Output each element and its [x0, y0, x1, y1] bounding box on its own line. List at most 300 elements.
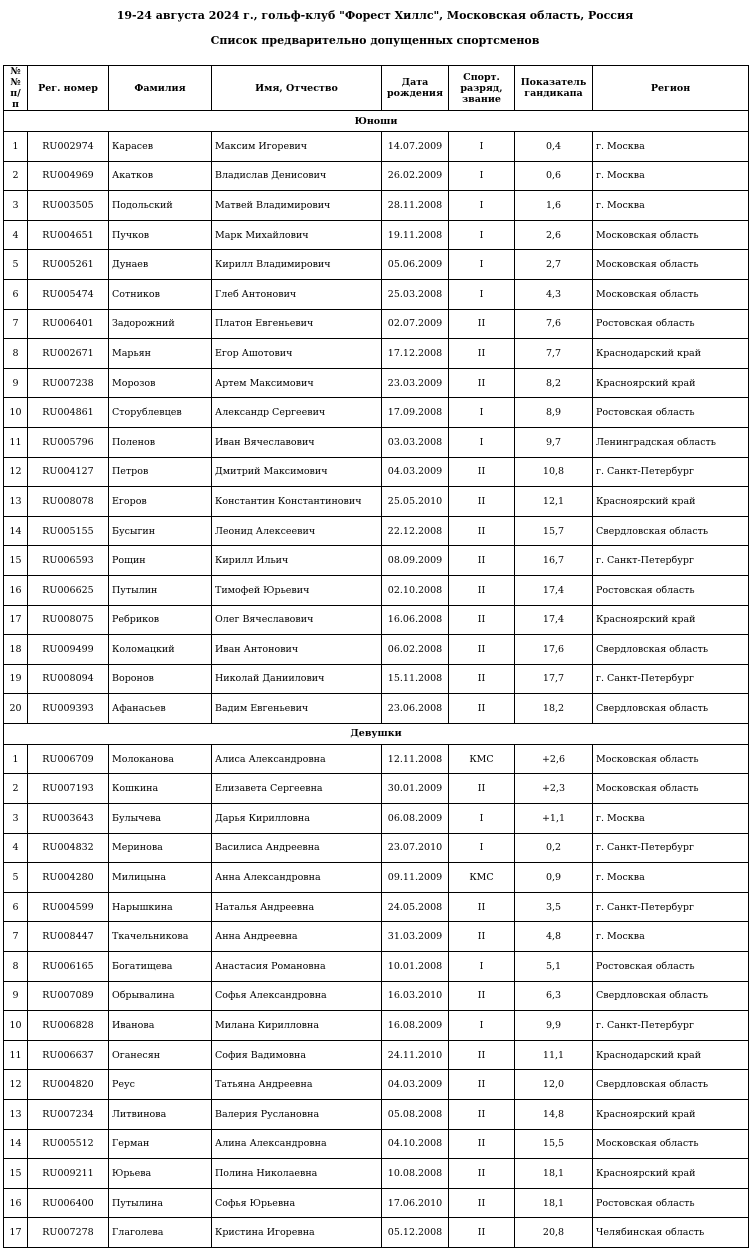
cell-sport-rank: I — [449, 427, 515, 457]
cell-surname: Сотников — [109, 279, 212, 309]
cell-surname: Петров — [109, 457, 212, 487]
cell-name: Артем Максимович — [212, 368, 382, 398]
cell-sport-rank: II — [449, 1188, 515, 1218]
cell-number: 5 — [4, 863, 28, 893]
cell-birth-date: 12.11.2008 — [382, 744, 449, 774]
cell-region: Ростовская область — [593, 575, 749, 605]
cell-region: г. Москва — [593, 161, 749, 191]
table-row — [4, 487, 749, 517]
cell-region: Московская область — [593, 220, 749, 250]
cell-surname: Путылин — [109, 575, 212, 605]
cell-surname: Поленов — [109, 427, 212, 457]
table-row — [4, 516, 749, 546]
cell-handicap: 8,2 — [515, 368, 593, 398]
cell-name: Марк Михайлович — [212, 220, 382, 250]
cell-sport-rank: II — [449, 922, 515, 952]
cell-birth-date: 10.01.2008 — [382, 952, 449, 982]
cell-sport-rank: II — [449, 981, 515, 1011]
cell-name: Олег Вячеславович — [212, 605, 382, 635]
cell-reg-number: RU006709 — [28, 744, 109, 774]
cell-surname: Кошкина — [109, 774, 212, 804]
cell-sport-rank: I — [449, 191, 515, 221]
cell-region: Ростовская область — [593, 398, 749, 428]
cell-reg-number: RU008094 — [28, 664, 109, 694]
cell-birth-date: 25.05.2010 — [382, 487, 449, 517]
cell-name: София Вадимовна — [212, 1040, 382, 1070]
cell-birth-date: 22.12.2008 — [382, 516, 449, 546]
cell-reg-number: RU004820 — [28, 1070, 109, 1100]
cell-region: г. Санкт-Петербург — [593, 892, 749, 922]
cell-surname: Сторублевцев — [109, 398, 212, 428]
cell-surname: Юрьева — [109, 1159, 212, 1189]
cell-sport-rank: II — [449, 575, 515, 605]
table-row — [4, 952, 749, 982]
cell-number: 14 — [4, 516, 28, 546]
cell-name: Александр Сергеевич — [212, 398, 382, 428]
table-row — [4, 804, 749, 834]
cell-number: 2 — [4, 161, 28, 191]
cell-surname: Иванова — [109, 1011, 212, 1041]
cell-handicap: 11,1 — [515, 1040, 593, 1070]
header-surname: Фамилия — [109, 66, 212, 111]
table-row — [4, 922, 749, 952]
cell-birth-date: 09.11.2009 — [382, 863, 449, 893]
cell-name: Дмитрий Максимович — [212, 457, 382, 487]
cell-surname: Реус — [109, 1070, 212, 1100]
cell-region: Красноярский край — [593, 1100, 749, 1130]
cell-surname: Задорожний — [109, 309, 212, 339]
table-row — [4, 368, 749, 398]
cell-surname: Герман — [109, 1129, 212, 1159]
cell-birth-date: 30.01.2009 — [382, 774, 449, 804]
cell-handicap: 5,1 — [515, 952, 593, 982]
cell-sport-rank: II — [449, 368, 515, 398]
cell-name: Татьяна Андреевна — [212, 1070, 382, 1100]
table-row — [4, 1159, 749, 1189]
cell-region: Свердловская область — [593, 1070, 749, 1100]
cell-handicap: 1,6 — [515, 191, 593, 221]
cell-sport-rank: I — [449, 250, 515, 280]
cell-name: Дарья Кирилловна — [212, 804, 382, 834]
cell-reg-number: RU005512 — [28, 1129, 109, 1159]
cell-region: г. Санкт-Петербург — [593, 1011, 749, 1041]
cell-region: Ленинградская область — [593, 427, 749, 457]
table-row — [4, 339, 749, 369]
cell-reg-number: RU009211 — [28, 1159, 109, 1189]
cell-reg-number: RU006828 — [28, 1011, 109, 1041]
cell-surname: Подольский — [109, 191, 212, 221]
cell-reg-number: RU007278 — [28, 1218, 109, 1248]
cell-name: Иван Антонович — [212, 635, 382, 665]
cell-region: Московская область — [593, 279, 749, 309]
cell-reg-number: RU007234 — [28, 1100, 109, 1130]
table-header-row — [4, 66, 749, 111]
cell-birth-date: 23.06.2008 — [382, 694, 449, 724]
cell-reg-number: RU003505 — [28, 191, 109, 221]
cell-handicap: 20,8 — [515, 1218, 593, 1248]
cell-handicap: 15,7 — [515, 516, 593, 546]
cell-handicap: 0,2 — [515, 833, 593, 863]
cell-surname: Путылина — [109, 1188, 212, 1218]
cell-reg-number: RU004651 — [28, 220, 109, 250]
cell-reg-number: RU009499 — [28, 635, 109, 665]
cell-number: 11 — [4, 427, 28, 457]
cell-reg-number: RU008078 — [28, 487, 109, 517]
table-body — [4, 111, 749, 1248]
cell-handicap: 0,6 — [515, 161, 593, 191]
cell-sport-rank: I — [449, 161, 515, 191]
cell-number: 14 — [4, 1129, 28, 1159]
section-header-row — [4, 111, 749, 132]
cell-sport-rank: II — [449, 516, 515, 546]
cell-number: 10 — [4, 398, 28, 428]
cell-handicap: 6,3 — [515, 981, 593, 1011]
athletes-table — [3, 65, 749, 1248]
cell-number: 11 — [4, 1040, 28, 1070]
cell-sport-rank: II — [449, 309, 515, 339]
cell-handicap: 18,1 — [515, 1188, 593, 1218]
cell-birth-date: 16.06.2008 — [382, 605, 449, 635]
cell-reg-number: RU006165 — [28, 952, 109, 982]
cell-number: 15 — [4, 546, 28, 576]
cell-region: Ростовская область — [593, 1188, 749, 1218]
cell-name: Анастасия Романовна — [212, 952, 382, 982]
cell-handicap: 17,4 — [515, 605, 593, 635]
cell-birth-date: 03.03.2008 — [382, 427, 449, 457]
cell-number: 4 — [4, 220, 28, 250]
cell-handicap: 16,7 — [515, 546, 593, 576]
table-row — [4, 694, 749, 724]
cell-birth-date: 08.09.2009 — [382, 546, 449, 576]
cell-reg-number: RU009393 — [28, 694, 109, 724]
cell-sport-rank: I — [449, 833, 515, 863]
table-row — [4, 575, 749, 605]
cell-region: Краснодарский край — [593, 1040, 749, 1070]
cell-surname: Богатищева — [109, 952, 212, 982]
cell-number: 1 — [4, 744, 28, 774]
cell-sport-rank: I — [449, 952, 515, 982]
cell-handicap: 10,8 — [515, 457, 593, 487]
cell-number: 20 — [4, 694, 28, 724]
table-row — [4, 892, 749, 922]
cell-surname: Обрывалина — [109, 981, 212, 1011]
cell-handicap: 7,7 — [515, 339, 593, 369]
cell-region: Ростовская область — [593, 952, 749, 982]
table-row — [4, 664, 749, 694]
cell-name: Егор Ашотович — [212, 339, 382, 369]
cell-name: Кирилл Ильич — [212, 546, 382, 576]
cell-handicap: 17,6 — [515, 635, 593, 665]
cell-number: 9 — [4, 981, 28, 1011]
cell-handicap: 3,5 — [515, 892, 593, 922]
cell-handicap: 8,9 — [515, 398, 593, 428]
cell-region: Краснодарский край — [593, 339, 749, 369]
cell-region: Свердловская область — [593, 981, 749, 1011]
header-birth-date: Дата рождения — [382, 66, 449, 111]
table-row — [4, 863, 749, 893]
cell-handicap: 12,0 — [515, 1070, 593, 1100]
cell-number: 3 — [4, 191, 28, 221]
cell-name: Иван Вячеславович — [212, 427, 382, 457]
cell-region: Красноярский край — [593, 1159, 749, 1189]
cell-name: Глеб Антонович — [212, 279, 382, 309]
cell-surname: Литвинова — [109, 1100, 212, 1130]
table-row — [4, 1188, 749, 1218]
cell-sport-rank: II — [449, 339, 515, 369]
cell-surname: Воронов — [109, 664, 212, 694]
header-name: Имя, Отчество — [212, 66, 382, 111]
cell-surname: Глаголева — [109, 1218, 212, 1248]
cell-surname: Оганесян — [109, 1040, 212, 1070]
cell-name: Платон Евгеньевич — [212, 309, 382, 339]
cell-reg-number: RU004861 — [28, 398, 109, 428]
cell-birth-date: 04.03.2009 — [382, 457, 449, 487]
cell-number: 7 — [4, 309, 28, 339]
cell-number: 4 — [4, 833, 28, 863]
cell-birth-date: 14.07.2009 — [382, 132, 449, 162]
cell-reg-number: RU004127 — [28, 457, 109, 487]
table-row — [4, 1218, 749, 1248]
cell-number: 5 — [4, 250, 28, 280]
cell-number: 13 — [4, 1100, 28, 1130]
cell-name: Алиса Александровна — [212, 744, 382, 774]
cell-number: 8 — [4, 952, 28, 982]
table-row — [4, 1100, 749, 1130]
cell-region: г. Санкт-Петербург — [593, 664, 749, 694]
table-row — [4, 279, 749, 309]
cell-name: Алина Александровна — [212, 1129, 382, 1159]
table-row — [4, 220, 749, 250]
cell-surname: Булычева — [109, 804, 212, 834]
cell-reg-number: RU006637 — [28, 1040, 109, 1070]
section-title: Юноши — [4, 111, 749, 132]
cell-sport-rank: II — [449, 1100, 515, 1130]
cell-sport-rank: II — [449, 1159, 515, 1189]
cell-handicap: 4,8 — [515, 922, 593, 952]
cell-region: Московская область — [593, 774, 749, 804]
cell-birth-date: 06.02.2008 — [382, 635, 449, 665]
cell-sport-rank: II — [449, 664, 515, 694]
cell-reg-number: RU006401 — [28, 309, 109, 339]
cell-surname: Бусыгин — [109, 516, 212, 546]
cell-region: г. Москва — [593, 132, 749, 162]
cell-handicap: 15,5 — [515, 1129, 593, 1159]
cell-name: Кирилл Владимирович — [212, 250, 382, 280]
cell-sport-rank: II — [449, 1218, 515, 1248]
cell-surname: Рощин — [109, 546, 212, 576]
cell-sport-rank: II — [449, 892, 515, 922]
cell-reg-number: RU005796 — [28, 427, 109, 457]
cell-number: 2 — [4, 774, 28, 804]
cell-birth-date: 04.10.2008 — [382, 1129, 449, 1159]
document-title: 19-24 августа 2024 г., гольф-клуб "Форест Хиллс", Московская область, Россия — [116, 9, 634, 22]
cell-birth-date: 04.03.2009 — [382, 1070, 449, 1100]
cell-reg-number: RU004599 — [28, 892, 109, 922]
header-reg-number: Рег. номер — [28, 66, 109, 111]
cell-handicap: 9,7 — [515, 427, 593, 457]
table-row — [4, 398, 749, 428]
table-row — [4, 457, 749, 487]
cell-sport-rank: КМС — [449, 863, 515, 893]
cell-surname: Дунаев — [109, 250, 212, 280]
table-row — [4, 427, 749, 457]
cell-reg-number: RU007238 — [28, 368, 109, 398]
cell-name: Николай Даниилович — [212, 664, 382, 694]
cell-number: 12 — [4, 1070, 28, 1100]
cell-surname: Марьян — [109, 339, 212, 369]
table-row — [4, 774, 749, 804]
cell-region: г. Москва — [593, 863, 749, 893]
cell-region: г. Москва — [593, 804, 749, 834]
section-title: Девушки — [4, 723, 749, 744]
cell-reg-number: RU007089 — [28, 981, 109, 1011]
header-number: № № п/п — [4, 66, 28, 111]
cell-name: Софья Александровна — [212, 981, 382, 1011]
cell-region: Свердловская область — [593, 516, 749, 546]
cell-region: Красноярский край — [593, 368, 749, 398]
cell-handicap: 14,8 — [515, 1100, 593, 1130]
cell-sport-rank: II — [449, 774, 515, 804]
cell-sport-rank: II — [449, 487, 515, 517]
cell-handicap: 4,3 — [515, 279, 593, 309]
table-row — [4, 546, 749, 576]
cell-reg-number: RU002974 — [28, 132, 109, 162]
cell-region: Свердловская область — [593, 694, 749, 724]
cell-surname: Афанасьев — [109, 694, 212, 724]
cell-birth-date: 26.02.2009 — [382, 161, 449, 191]
cell-birth-date: 17.06.2010 — [382, 1188, 449, 1218]
cell-birth-date: 02.10.2008 — [382, 575, 449, 605]
cell-sport-rank: I — [449, 220, 515, 250]
cell-sport-rank: I — [449, 398, 515, 428]
table-row — [4, 744, 749, 774]
cell-region: г. Санкт-Петербург — [593, 833, 749, 863]
cell-number: 16 — [4, 1188, 28, 1218]
cell-handicap: 12,1 — [515, 487, 593, 517]
cell-name: Софья Юрьевна — [212, 1188, 382, 1218]
cell-number: 3 — [4, 804, 28, 834]
cell-sport-rank: II — [449, 1040, 515, 1070]
cell-region: Свердловская область — [593, 635, 749, 665]
cell-surname: Нарышкина — [109, 892, 212, 922]
cell-sport-rank: КМС — [449, 744, 515, 774]
cell-region: г. Москва — [593, 191, 749, 221]
cell-name: Полина Николаевна — [212, 1159, 382, 1189]
cell-surname: Акатков — [109, 161, 212, 191]
cell-handicap: 9,9 — [515, 1011, 593, 1041]
cell-region: г. Москва — [593, 922, 749, 952]
cell-surname: Пучков — [109, 220, 212, 250]
table-row — [4, 1040, 749, 1070]
cell-surname: Егоров — [109, 487, 212, 517]
cell-reg-number: RU002671 — [28, 339, 109, 369]
cell-birth-date: 15.11.2008 — [382, 664, 449, 694]
cell-birth-date: 24.11.2010 — [382, 1040, 449, 1070]
cell-number: 16 — [4, 575, 28, 605]
section-header-row — [4, 723, 749, 744]
cell-birth-date: 23.07.2010 — [382, 833, 449, 863]
cell-name: Леонид Алексеевич — [212, 516, 382, 546]
cell-name: Наталья Андреевна — [212, 892, 382, 922]
cell-birth-date: 16.03.2010 — [382, 981, 449, 1011]
cell-handicap: +2,6 — [515, 744, 593, 774]
table-row — [4, 1011, 749, 1041]
cell-handicap: 7,6 — [515, 309, 593, 339]
cell-birth-date: 17.09.2008 — [382, 398, 449, 428]
table-row — [4, 981, 749, 1011]
cell-surname: Молоканова — [109, 744, 212, 774]
cell-surname: Меринова — [109, 833, 212, 863]
cell-sport-rank: II — [449, 546, 515, 576]
cell-sport-rank: II — [449, 457, 515, 487]
cell-sport-rank: I — [449, 132, 515, 162]
cell-handicap: 2,7 — [515, 250, 593, 280]
cell-name: Тимофей Юрьевич — [212, 575, 382, 605]
cell-surname: Ткачельникова — [109, 922, 212, 952]
header-sport-rank: Спорт. разряд, звание — [449, 66, 515, 111]
cell-reg-number: RU004969 — [28, 161, 109, 191]
cell-name: Анна Александровна — [212, 863, 382, 893]
cell-sport-rank: II — [449, 1129, 515, 1159]
cell-number: 18 — [4, 635, 28, 665]
cell-sport-rank: I — [449, 804, 515, 834]
cell-birth-date: 31.03.2009 — [382, 922, 449, 952]
cell-birth-date: 24.05.2008 — [382, 892, 449, 922]
cell-name: Максим Игоревич — [212, 132, 382, 162]
cell-region: Московская область — [593, 250, 749, 280]
cell-number: 13 — [4, 487, 28, 517]
cell-name: Матвей Владимирович — [212, 191, 382, 221]
cell-number: 6 — [4, 892, 28, 922]
table-row — [4, 1070, 749, 1100]
cell-birth-date: 05.06.2009 — [382, 250, 449, 280]
cell-number: 12 — [4, 457, 28, 487]
cell-reg-number: RU005474 — [28, 279, 109, 309]
table-row — [4, 250, 749, 280]
table-row — [4, 191, 749, 221]
cell-number: 15 — [4, 1159, 28, 1189]
cell-reg-number: RU005155 — [28, 516, 109, 546]
cell-region: Красноярский край — [593, 605, 749, 635]
table-row — [4, 833, 749, 863]
cell-number: 8 — [4, 339, 28, 369]
table-row — [4, 309, 749, 339]
cell-reg-number: RU007193 — [28, 774, 109, 804]
cell-reg-number: RU006593 — [28, 546, 109, 576]
cell-region: Красноярский край — [593, 487, 749, 517]
cell-surname: Карасев — [109, 132, 212, 162]
cell-region: Челябинская область — [593, 1218, 749, 1248]
cell-region: Ростовская область — [593, 309, 749, 339]
cell-birth-date: 23.03.2009 — [382, 368, 449, 398]
cell-birth-date: 05.08.2008 — [382, 1100, 449, 1130]
cell-number: 9 — [4, 368, 28, 398]
cell-reg-number: RU003643 — [28, 804, 109, 834]
cell-sport-rank: II — [449, 635, 515, 665]
cell-birth-date: 17.12.2008 — [382, 339, 449, 369]
cell-number: 6 — [4, 279, 28, 309]
cell-number: 10 — [4, 1011, 28, 1041]
cell-sport-rank: I — [449, 1011, 515, 1041]
cell-birth-date: 10.08.2008 — [382, 1159, 449, 1189]
cell-name: Кристина Игоревна — [212, 1218, 382, 1248]
cell-birth-date: 25.03.2008 — [382, 279, 449, 309]
cell-name: Вадим Евгеньевич — [212, 694, 382, 724]
cell-region: г. Санкт-Петербург — [593, 457, 749, 487]
cell-region: Московская область — [593, 744, 749, 774]
table-row — [4, 1129, 749, 1159]
cell-handicap: +1,1 — [515, 804, 593, 834]
